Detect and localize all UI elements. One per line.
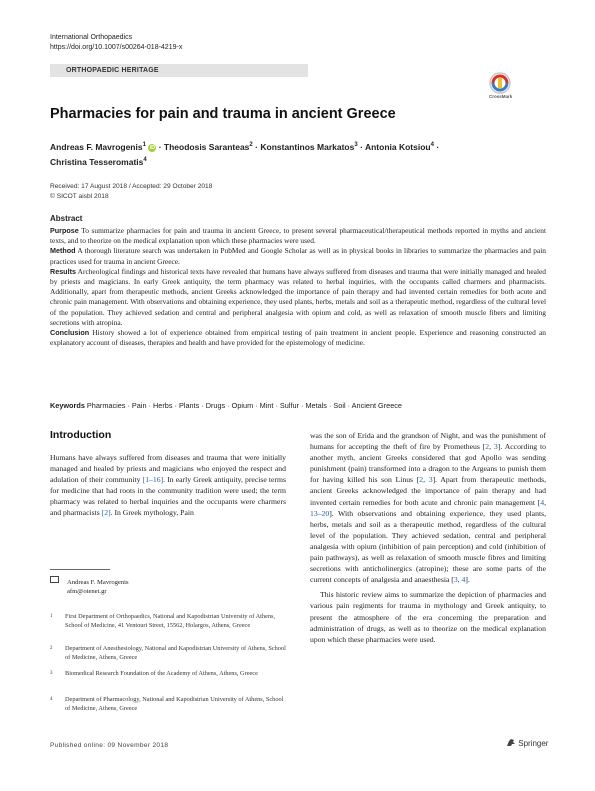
affiliation-text: Biomedical Research Foundation of the Academy of Athens, Athens, Greece bbox=[65, 670, 258, 677]
footnote-divider bbox=[50, 569, 110, 570]
author-list bbox=[50, 139, 500, 169]
citation-link[interactable]: 4 bbox=[540, 497, 545, 507]
keywords-label: Keywords bbox=[50, 401, 85, 410]
text-run: Humans have always suffered from diseases and trauma that were initially managed and healed by priests and magicians who enjoyed the respect and adulation of their community bbox=[50, 453, 286, 485]
journal-header bbox=[50, 33, 182, 53]
author-affiliation-sup: 2 bbox=[249, 142, 253, 148]
doi-link[interactable]: https://doi.org/10.1007/s00264-018-4219-x bbox=[50, 44, 183, 51]
author-separator: · bbox=[255, 141, 258, 152]
affiliation bbox=[50, 645, 290, 662]
citation-link[interactable]: [1–16] bbox=[142, 475, 164, 485]
affiliation-number: 3 bbox=[50, 671, 53, 676]
affiliation-number: 4 bbox=[50, 697, 53, 702]
envelope-icon bbox=[50, 576, 59, 583]
abstract-label: Method bbox=[50, 246, 76, 256]
paragraph: This historic review aims to summarize the depiction of pharmacies and various pain regiments for trauma in mythology and Greek antiquity, to present the atmosphere of the era concerning the preparation and administration of drugs, as well as to theorize on the medical explanation upon which these pharmacies were used. bbox=[310, 590, 546, 644]
affiliation bbox=[50, 670, 290, 679]
abstract-body bbox=[50, 226, 546, 348]
affiliation-text: First Department of Orthopaedics, National and Kapodistrian University of Athens, School of Medicine, 41 Ventouri Street, 15562, Holargos, Athens, Greece bbox=[65, 613, 276, 629]
affiliation bbox=[50, 613, 290, 630]
crossmark-label: CrossMark bbox=[489, 94, 513, 99]
author-name[interactable]: Antonia Kotsiou bbox=[364, 141, 431, 152]
crossmark-icon bbox=[489, 72, 511, 94]
springer-horse-icon bbox=[506, 738, 516, 747]
publisher-name: Springer bbox=[518, 739, 549, 748]
author-separator: · bbox=[436, 141, 440, 152]
abstract-label: Conclusion bbox=[50, 328, 90, 338]
abstract-method bbox=[50, 246, 546, 266]
paragraph: was the son of Erida and the grandson of Night, and was the punishment of humans for accepting the theft of fire by Prometheus [2, 3]. According to another myth, ancient Greeks considered that god Apollo was sending punishment (pain) transformed into a dragon to the Argeans to punish them for having killed his son Linus [2, 3]. Apart from therapeutic methods, ancient Greeks acknowledged the importance of pain therapy and had invented certain remedies for both acute and chronic pain management [4, 13–20]. With observations and obtaining experience, they used plants, herbs, metals and soil as a therapeutic method, regardless of the cultural level of the population. They achieved sedation, central and peripheral analgesia with opium (inhibition of pain perception) and cold (inhibition of pain pathways), as well as relaxation of smooth muscle fibres and limiting secretions with anticholinergics (atropine); these are some parts of the current concepts of analgesia and anaesthesia [3, 4]. bbox=[310, 431, 547, 585]
right-column-text bbox=[310, 430, 546, 645]
abstract-conclusion bbox=[50, 328, 546, 348]
abstract-text: A thorough literature search was undertaken in PubMed and Google Scholar as well as in physical books in libraries to summarize the pharmacies and pain practices used for trauma in ancient Greece. bbox=[50, 246, 546, 266]
paragraph bbox=[50, 452, 286, 519]
affiliation-text: Department of Pharmacology, National and Kapodistrian University of Athens, School of Medicine, Athens, Greece bbox=[65, 696, 284, 712]
author-separator: · bbox=[158, 141, 162, 152]
abstract-heading: Abstract bbox=[50, 214, 83, 223]
text-run: ]. With observations and obtaining experience, they used plants, herbs, metals and soil as a therapeutic method, regardless of the cultural level of the population. They achieved sedation, central and peripheral analgesia with opium (inhibition of pain perception) and cold (inhibition of pain pathways), as well as relaxation of smooth muscle fibres and limiting secretions with anticholinergics (atropine); these are some parts of the current concepts of analgesia and anaesthesia [ bbox=[310, 508, 546, 585]
citation-link[interactable]: [2] bbox=[101, 508, 111, 518]
affiliation-number: 1 bbox=[50, 614, 53, 619]
affiliation-text: Department of Anesthesiology, National and Kapodistrian University of Athens, School of Medicine, Athens, Greece bbox=[65, 645, 286, 661]
author-name[interactable]: Christina Tesseromatis bbox=[50, 156, 144, 167]
abstract-results bbox=[50, 267, 546, 328]
section-banner: ORTHOPAEDIC HERITAGE bbox=[50, 64, 308, 77]
author-affiliation-sup: 4 bbox=[143, 156, 147, 163]
corresponding-author: Andreas F. Mavrogenis bbox=[67, 579, 129, 586]
journal-name: International Orthopaedics bbox=[50, 34, 133, 41]
abstract-text: To summarize pharmacies for pain and trauma in ancient Greece, to present several pharmaceutical/therapeutical methods reported in myths and ancient texts, and to theorize on the medical explanation upon which these pharmacies were used. bbox=[50, 226, 546, 246]
published-online-date: Published online: 09 November 2018 bbox=[50, 742, 169, 749]
abstract-text: Archeological findings and historical texts have revealed that humans have always suffered from diseases and trauma that were initially managed and healed by priests and magicians. In early Greek antiquity, the term pharmacy was related to herbal inquiries, with the occupants called charmers and pharmacists. Additionally, apart from therapeutic methods, ancient Greeks acknowledged the importance of pain therapy and had invented certain remedies for both acute and chronic pain management. With observations and obtaining experience, they used plants, herbs, metals and soil as a therapeutic method, regardless of the cultural level of the population. They achieved sedation and central and peripheral analgesia with opium and cold, as well as relaxation of smooth muscle fibers and limiting secretions with atropina. bbox=[50, 266, 546, 327]
citation-link[interactable]: 3 bbox=[493, 442, 498, 452]
copyright-notice: © SICOT aisbl 2018 bbox=[50, 192, 109, 200]
correspondence bbox=[50, 576, 129, 596]
text-run: ]. According to another myth, ancient Greeks considered that god Apollo was sending punishment (pain) transformed into a dragon to the Argeans to punish them for having killed his son Linus [ bbox=[310, 442, 546, 485]
text-run: was the son of Erida and the grandson of Night, and was the punishment of humans for accepting the theft of fire by Prometheus [ bbox=[310, 431, 546, 452]
article-title: Pharmacies for pain and trauma in ancient Greece bbox=[50, 106, 396, 122]
author-name[interactable]: Andreas F. Mavrogenis bbox=[50, 141, 143, 152]
crossmark-badge[interactable] bbox=[489, 72, 549, 98]
orcid-icon[interactable]: iD bbox=[149, 144, 156, 151]
affiliation-number: 2 bbox=[50, 646, 53, 651]
abstract-label: Results bbox=[50, 266, 76, 276]
abstract-label: Purpose bbox=[50, 226, 79, 235]
article-dates bbox=[50, 182, 212, 201]
citation-link[interactable]: 13–20 bbox=[310, 508, 330, 518]
publisher-logo bbox=[506, 738, 548, 748]
author-affiliation-sup: 4 bbox=[430, 142, 434, 148]
author-separator: · bbox=[360, 141, 363, 152]
keywords bbox=[50, 401, 546, 410]
corresponding-email[interactable]: afm@otenet.gr bbox=[67, 588, 107, 595]
left-column-text bbox=[50, 452, 286, 519]
author-affiliation-sup: 1 bbox=[142, 142, 146, 148]
author-affiliation-sup: 3 bbox=[354, 142, 358, 148]
citation-link[interactable]: 2 bbox=[419, 475, 424, 485]
text-run: ]. bbox=[465, 575, 470, 585]
keywords-list: Pharmacies · Pain · Herbs · Plants · Drugs · Opium · Mint · Sulfur · Metals · Soil · Ancient Greece bbox=[86, 401, 402, 410]
text-run: . In early Greek antiquity, precise terms for medicine that had roots in the community tradition were used; the term pharmacy was related to herbal inquiries and the occupants were charmers and pharmacists bbox=[50, 475, 286, 518]
affiliation bbox=[50, 696, 290, 713]
text-run: . In Greek mythology, Pain bbox=[110, 508, 194, 518]
author-name[interactable]: Theodosis Saranteas bbox=[163, 141, 250, 152]
abstract-purpose bbox=[50, 226, 546, 246]
abstract-text: History showed a lot of experience obtained from empirical testing of pain treatment in ancient people. Experience and reasoning constructed an explanatory account of diseases, therapies and health and have provided for the epistemology of medicine. bbox=[50, 328, 546, 348]
citation-link[interactable]: 4 bbox=[461, 575, 466, 585]
section-heading-introduction: Introduction bbox=[50, 429, 112, 441]
citation-link[interactable]: 3 bbox=[428, 475, 433, 485]
text-run: ]. Apart from therapeutic methods, ancient Greeks acknowledged the importance of pain therapy and had invented certain remedies for both acute and chronic pain management [ bbox=[310, 475, 547, 507]
received-accepted-dates: Received: 17 August 2018 / Accepted: 29 October 2018 bbox=[50, 183, 213, 190]
citation-link[interactable]: 3 bbox=[453, 575, 458, 585]
author-name[interactable]: Konstantinos Markatos bbox=[260, 141, 355, 152]
citation-link[interactable]: 2 bbox=[485, 442, 490, 452]
